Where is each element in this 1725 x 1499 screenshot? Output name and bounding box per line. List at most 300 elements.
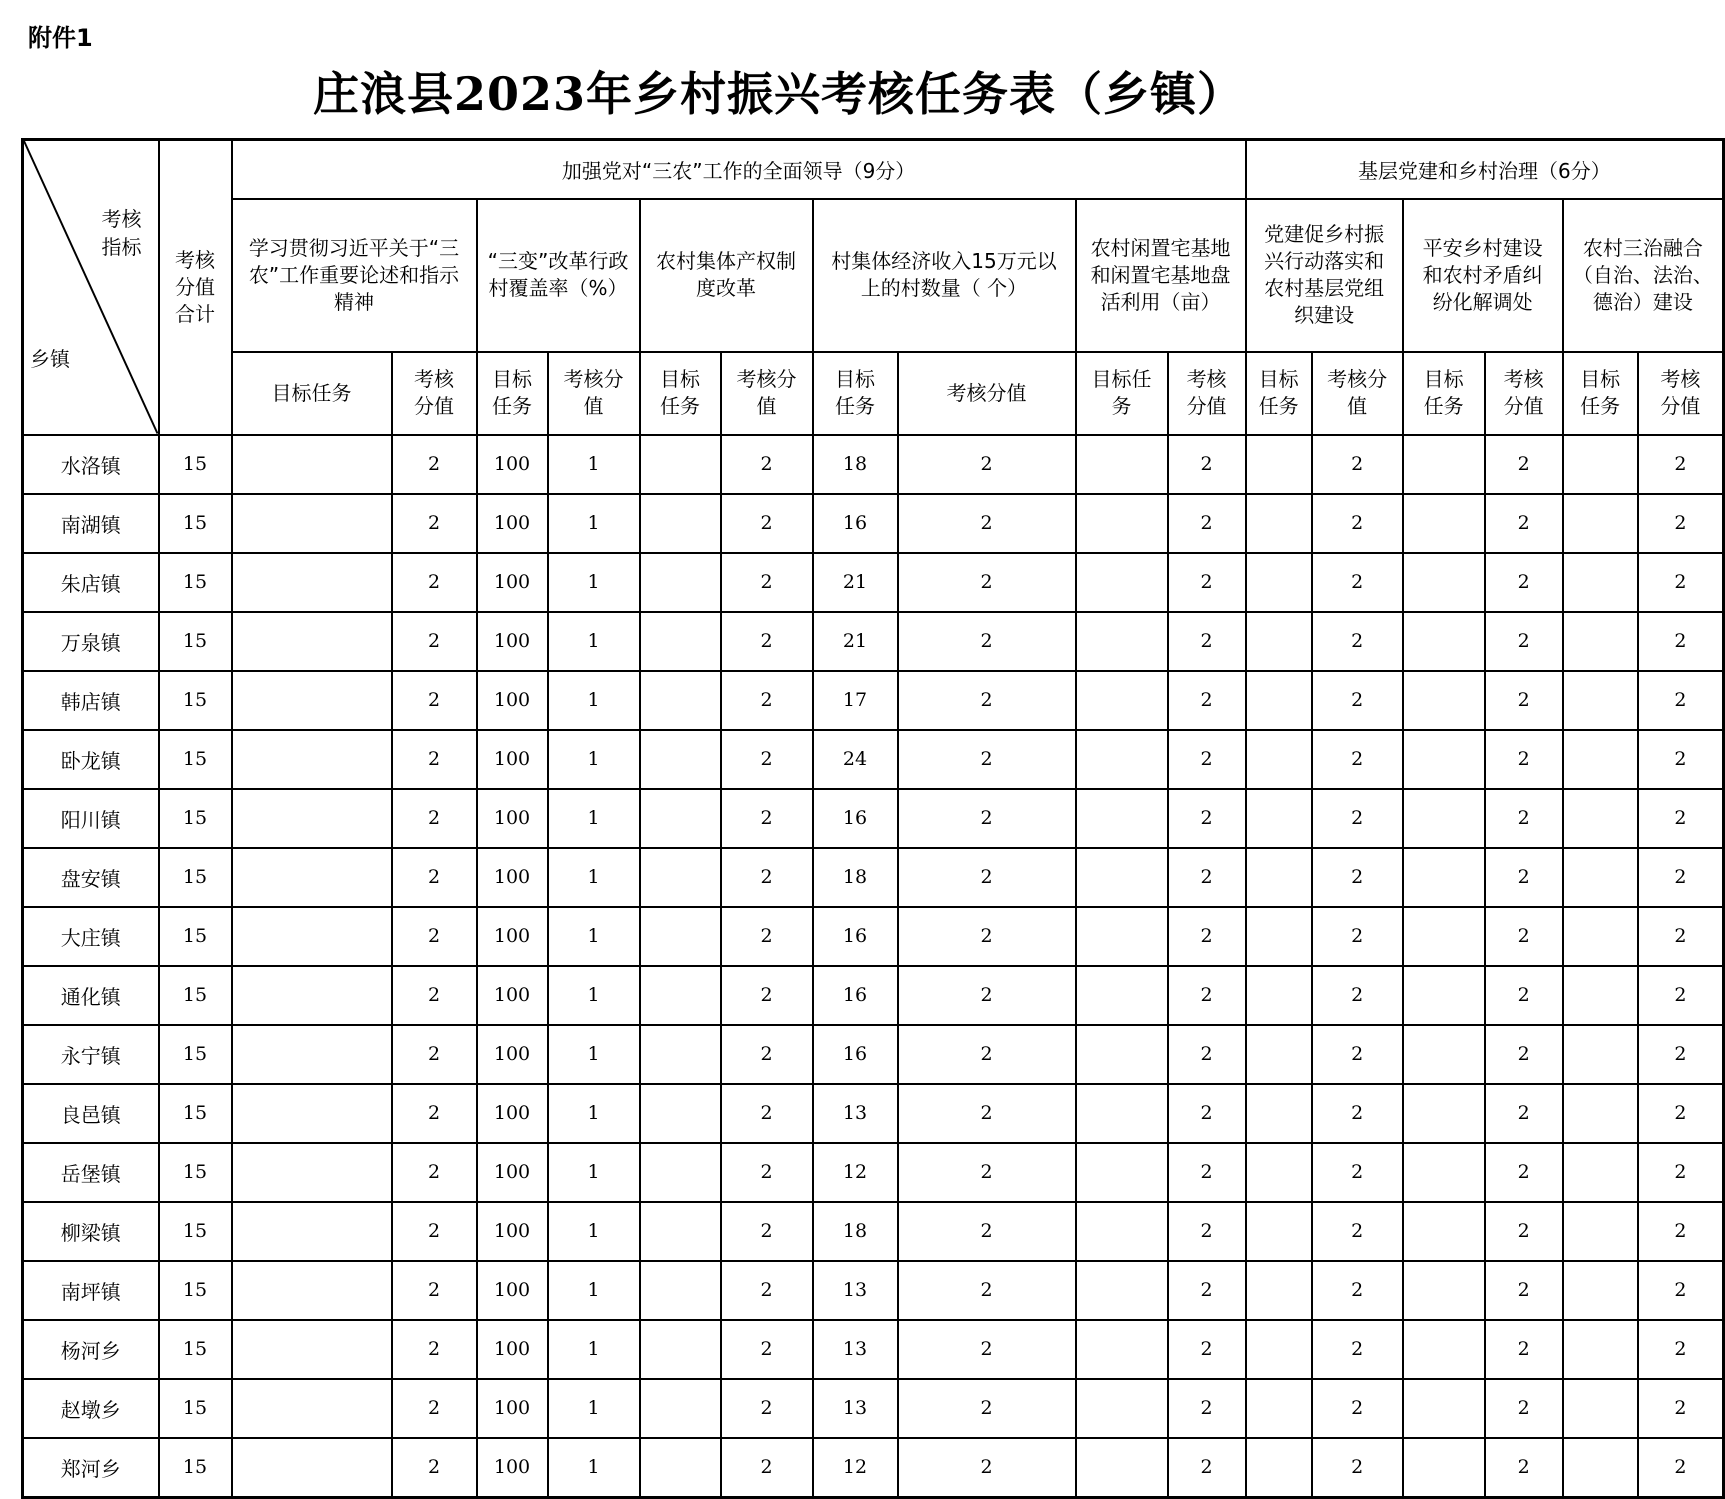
score-cell: 1 xyxy=(548,1438,640,1498)
target-task-cell xyxy=(1246,907,1312,966)
total-score-cell: 15 xyxy=(159,966,232,1025)
target-task-cell xyxy=(1076,1261,1168,1320)
target-task-cell xyxy=(232,671,392,730)
score-cell: 1 xyxy=(548,1025,640,1084)
table-row xyxy=(23,966,1724,1025)
target-task-cell xyxy=(1563,907,1638,966)
target-task-cell: 100 xyxy=(477,1261,548,1320)
target-task-cell xyxy=(1076,907,1168,966)
score-cell: 1 xyxy=(548,966,640,1025)
target-task-cell: 100 xyxy=(477,671,548,730)
indicator-header: 农村集体产权制度改革 xyxy=(640,199,813,352)
score-cell: 2 xyxy=(1168,1143,1246,1202)
score-cell: 2 xyxy=(1485,553,1563,612)
group-header-party-leadership: 加强党对“三农”工作的全面领导（9分） xyxy=(232,140,1246,199)
target-task-cell xyxy=(1563,1143,1638,1202)
target-task-cell: 18 xyxy=(813,435,898,494)
target-task-cell xyxy=(1076,494,1168,553)
score-cell: 2 xyxy=(721,1025,813,1084)
score-cell: 1 xyxy=(548,907,640,966)
score-cell: 2 xyxy=(1485,1143,1563,1202)
table-row xyxy=(23,494,1724,553)
score-cell: 2 xyxy=(1312,494,1403,553)
town-name-cell: 赵墩乡 xyxy=(23,1379,159,1438)
table-row xyxy=(23,1261,1724,1320)
score-cell: 1 xyxy=(548,789,640,848)
target-task-cell xyxy=(232,789,392,848)
target-task-cell xyxy=(1246,671,1312,730)
target-task-cell xyxy=(1563,1379,1638,1438)
target-task-cell xyxy=(232,1025,392,1084)
target-task-header: 目标任务 xyxy=(813,352,898,435)
target-task-cell xyxy=(1403,671,1485,730)
score-cell: 2 xyxy=(1312,1025,1403,1084)
target-task-header: 目标任务 xyxy=(640,352,721,435)
score-cell: 1 xyxy=(548,1320,640,1379)
score-cell: 2 xyxy=(1485,966,1563,1025)
indicator-header: 农村三治融合（自治、法治、德治）建设 xyxy=(1563,199,1724,352)
town-name-cell: 阳川镇 xyxy=(23,789,159,848)
table-row xyxy=(23,671,1724,730)
target-task-cell xyxy=(640,612,721,671)
target-task-cell: 100 xyxy=(477,553,548,612)
score-cell: 1 xyxy=(548,1143,640,1202)
score-cell: 2 xyxy=(898,1202,1076,1261)
score-cell: 2 xyxy=(1312,1143,1403,1202)
target-task-cell xyxy=(232,553,392,612)
target-task-cell xyxy=(1076,789,1168,848)
total-score-cell: 15 xyxy=(159,730,232,789)
target-task-cell xyxy=(232,1143,392,1202)
target-task-cell xyxy=(1076,1143,1168,1202)
target-task-cell xyxy=(640,848,721,907)
target-task-cell xyxy=(1403,1084,1485,1143)
target-task-cell xyxy=(640,1084,721,1143)
target-task-cell xyxy=(1076,1025,1168,1084)
table-row xyxy=(23,1320,1724,1379)
score-cell: 2 xyxy=(721,966,813,1025)
target-task-cell: 100 xyxy=(477,1143,548,1202)
total-score-cell: 15 xyxy=(159,848,232,907)
target-task-cell xyxy=(1403,553,1485,612)
target-task-cell: 18 xyxy=(813,1202,898,1261)
target-task-header: 目标任务 xyxy=(1246,352,1312,435)
target-task-cell: 100 xyxy=(477,848,548,907)
score-cell: 1 xyxy=(548,553,640,612)
target-task-cell xyxy=(1246,435,1312,494)
total-score-cell: 15 xyxy=(159,907,232,966)
target-task-cell xyxy=(1076,612,1168,671)
town-name-cell: 南坪镇 xyxy=(23,1261,159,1320)
indicator-header: 平安乡村建设和农村矛盾纠纷化解调处 xyxy=(1403,199,1563,352)
score-cell: 2 xyxy=(898,1143,1076,1202)
target-task-cell: 18 xyxy=(813,848,898,907)
target-task-cell xyxy=(1246,1143,1312,1202)
score-cell: 2 xyxy=(721,730,813,789)
page-title: 庄浪县2023年乡村振兴考核任务表（乡镇） xyxy=(312,67,1245,121)
total-score-cell: 15 xyxy=(159,789,232,848)
target-task-cell: 13 xyxy=(813,1379,898,1438)
target-task-cell: 12 xyxy=(813,1438,898,1498)
target-task-cell xyxy=(1076,553,1168,612)
score-cell: 2 xyxy=(1312,1379,1403,1438)
score-cell: 2 xyxy=(1312,1084,1403,1143)
target-task-cell xyxy=(1246,1261,1312,1320)
table-row xyxy=(23,1202,1724,1261)
assessment-table xyxy=(21,138,1725,1499)
score-cell: 2 xyxy=(1485,1320,1563,1379)
score-cell: 2 xyxy=(1168,1379,1246,1438)
total-score-header: 考核分值合计 xyxy=(159,140,232,435)
target-task-cell xyxy=(1076,730,1168,789)
target-task-cell xyxy=(1563,1320,1638,1379)
target-task-cell: 100 xyxy=(477,789,548,848)
table-row xyxy=(23,435,1724,494)
target-task-cell xyxy=(1246,1320,1312,1379)
target-task-cell: 100 xyxy=(477,612,548,671)
score-cell: 2 xyxy=(1485,612,1563,671)
target-task-cell xyxy=(1403,789,1485,848)
score-header: 考核分值 xyxy=(898,352,1076,435)
score-cell: 2 xyxy=(721,612,813,671)
table-row xyxy=(23,553,1724,612)
target-task-cell xyxy=(1403,966,1485,1025)
score-cell: 2 xyxy=(1168,730,1246,789)
target-task-cell xyxy=(1403,1438,1485,1498)
town-name-cell: 水洛镇 xyxy=(23,435,159,494)
score-cell: 2 xyxy=(1638,907,1724,966)
target-task-cell xyxy=(1563,612,1638,671)
score-cell: 2 xyxy=(1485,907,1563,966)
target-task-cell: 24 xyxy=(813,730,898,789)
score-cell: 2 xyxy=(1638,848,1724,907)
score-cell: 2 xyxy=(898,612,1076,671)
indicator-header: 村集体经济收入15万元以上的村数量（ 个） xyxy=(813,199,1076,352)
total-score-cell: 15 xyxy=(159,494,232,553)
target-task-cell: 16 xyxy=(813,494,898,553)
score-cell: 2 xyxy=(1312,789,1403,848)
score-cell: 2 xyxy=(1638,612,1724,671)
target-task-cell xyxy=(1246,966,1312,1025)
target-task-cell: 100 xyxy=(477,494,548,553)
score-cell: 2 xyxy=(1638,1320,1724,1379)
target-task-header: 目标任务 xyxy=(1563,352,1638,435)
town-name-cell: 大庄镇 xyxy=(23,907,159,966)
target-task-cell xyxy=(232,1320,392,1379)
target-task-cell xyxy=(640,671,721,730)
score-cell: 2 xyxy=(392,1320,477,1379)
target-task-cell: 13 xyxy=(813,1084,898,1143)
target-task-cell xyxy=(640,1202,721,1261)
score-cell: 2 xyxy=(1168,966,1246,1025)
score-cell: 1 xyxy=(548,612,640,671)
score-cell: 2 xyxy=(898,1438,1076,1498)
target-task-cell xyxy=(1403,612,1485,671)
target-task-cell: 16 xyxy=(813,966,898,1025)
target-task-cell xyxy=(1403,1202,1485,1261)
score-cell: 2 xyxy=(721,1143,813,1202)
target-task-cell: 100 xyxy=(477,1025,548,1084)
target-task-cell xyxy=(640,730,721,789)
score-cell: 2 xyxy=(1312,1438,1403,1498)
total-score-cell: 15 xyxy=(159,1143,232,1202)
score-cell: 1 xyxy=(548,1379,640,1438)
target-task-cell xyxy=(1076,1320,1168,1379)
target-task-cell: 100 xyxy=(477,1379,548,1438)
target-task-cell xyxy=(1403,907,1485,966)
score-cell: 2 xyxy=(1638,494,1724,553)
target-task-cell xyxy=(640,907,721,966)
score-cell: 2 xyxy=(721,1320,813,1379)
total-score-cell: 15 xyxy=(159,1379,232,1438)
town-name-cell: 岳堡镇 xyxy=(23,1143,159,1202)
score-cell: 2 xyxy=(721,1084,813,1143)
table-row xyxy=(23,907,1724,966)
target-task-cell xyxy=(640,494,721,553)
target-task-cell xyxy=(640,1438,721,1498)
score-cell: 2 xyxy=(898,1320,1076,1379)
score-cell: 2 xyxy=(1485,1261,1563,1320)
table-row xyxy=(23,1438,1724,1498)
score-header: 考核分值 xyxy=(548,352,640,435)
score-cell: 2 xyxy=(1638,1261,1724,1320)
town-name-cell: 杨河乡 xyxy=(23,1320,159,1379)
target-task-cell xyxy=(232,848,392,907)
score-cell: 2 xyxy=(1638,435,1724,494)
target-task-cell xyxy=(232,907,392,966)
score-cell: 1 xyxy=(548,1261,640,1320)
table-row xyxy=(23,730,1724,789)
score-cell: 2 xyxy=(721,671,813,730)
score-cell: 2 xyxy=(1168,848,1246,907)
target-task-cell xyxy=(232,966,392,1025)
town-name-cell: 柳梁镇 xyxy=(23,1202,159,1261)
score-header: 考核分值 xyxy=(1485,352,1563,435)
target-task-cell xyxy=(1563,494,1638,553)
target-task-cell xyxy=(1403,435,1485,494)
target-task-cell xyxy=(1403,1379,1485,1438)
score-cell: 2 xyxy=(1168,789,1246,848)
score-cell: 2 xyxy=(1638,789,1724,848)
target-task-cell xyxy=(1246,1438,1312,1498)
town-name-cell: 韩店镇 xyxy=(23,671,159,730)
score-cell: 2 xyxy=(1485,730,1563,789)
score-cell: 2 xyxy=(898,966,1076,1025)
target-task-cell: 21 xyxy=(813,612,898,671)
total-score-cell: 15 xyxy=(159,1261,232,1320)
target-task-cell xyxy=(1076,1379,1168,1438)
town-name-cell: 卧龙镇 xyxy=(23,730,159,789)
target-task-cell xyxy=(232,1261,392,1320)
total-score-cell: 15 xyxy=(159,671,232,730)
diagonal-bottom-label: 乡镇 xyxy=(30,346,70,371)
target-task-cell xyxy=(640,1320,721,1379)
score-cell: 2 xyxy=(1638,1202,1724,1261)
score-header: 考核分值 xyxy=(392,352,477,435)
target-task-cell: 100 xyxy=(477,1202,548,1261)
target-task-cell xyxy=(1563,1438,1638,1498)
indicator-header: 农村闲置宅基地和闲置宅基地盘活利用（亩） xyxy=(1076,199,1246,352)
target-task-cell xyxy=(1563,435,1638,494)
score-cell: 2 xyxy=(1485,848,1563,907)
indicator-header: 学习贯彻习近平关于“三农”工作重要论述和指示精神 xyxy=(232,199,477,352)
score-cell: 2 xyxy=(392,789,477,848)
score-cell: 2 xyxy=(1168,671,1246,730)
target-task-cell xyxy=(232,1202,392,1261)
score-cell: 2 xyxy=(1168,1320,1246,1379)
score-cell: 2 xyxy=(721,435,813,494)
target-task-cell xyxy=(232,1084,392,1143)
target-task-cell xyxy=(232,494,392,553)
score-cell: 2 xyxy=(1168,1261,1246,1320)
target-task-cell xyxy=(1076,1438,1168,1498)
target-task-cell xyxy=(232,612,392,671)
target-task-cell xyxy=(1563,848,1638,907)
score-cell: 2 xyxy=(898,1025,1076,1084)
target-task-cell: 100 xyxy=(477,966,548,1025)
target-task-cell xyxy=(1563,671,1638,730)
score-cell: 2 xyxy=(1312,671,1403,730)
score-cell: 2 xyxy=(1485,435,1563,494)
score-cell: 2 xyxy=(898,671,1076,730)
score-cell: 2 xyxy=(898,907,1076,966)
score-cell: 2 xyxy=(898,553,1076,612)
target-task-cell xyxy=(1076,1084,1168,1143)
score-cell: 1 xyxy=(548,1084,640,1143)
score-cell: 2 xyxy=(1312,435,1403,494)
score-cell: 2 xyxy=(392,494,477,553)
score-cell: 1 xyxy=(548,494,640,553)
score-cell: 2 xyxy=(1485,671,1563,730)
town-name-cell: 南湖镇 xyxy=(23,494,159,553)
diagonal-top-label: 考核指标 xyxy=(101,207,142,259)
score-cell: 2 xyxy=(1638,1379,1724,1438)
target-task-cell xyxy=(232,1379,392,1438)
target-task-header: 目标任务 xyxy=(232,352,392,435)
table-row xyxy=(23,1379,1724,1438)
score-cell: 2 xyxy=(392,848,477,907)
target-task-cell xyxy=(1563,789,1638,848)
target-task-cell: 12 xyxy=(813,1143,898,1202)
target-task-cell: 16 xyxy=(813,907,898,966)
target-task-cell xyxy=(1563,553,1638,612)
score-cell: 1 xyxy=(548,435,640,494)
score-cell: 2 xyxy=(1312,848,1403,907)
target-task-cell: 100 xyxy=(477,907,548,966)
target-task-cell xyxy=(640,435,721,494)
score-cell: 2 xyxy=(1168,1025,1246,1084)
score-cell: 2 xyxy=(1485,1025,1563,1084)
score-cell: 2 xyxy=(1312,1202,1403,1261)
score-cell: 2 xyxy=(392,1261,477,1320)
score-cell: 1 xyxy=(548,671,640,730)
score-cell: 2 xyxy=(392,1438,477,1498)
target-task-cell xyxy=(640,789,721,848)
target-task-cell xyxy=(232,435,392,494)
score-cell: 2 xyxy=(1485,494,1563,553)
score-cell: 2 xyxy=(898,848,1076,907)
score-cell: 2 xyxy=(721,494,813,553)
score-cell: 2 xyxy=(721,1438,813,1498)
diagonal-line xyxy=(24,141,158,434)
total-score-cell: 15 xyxy=(159,1320,232,1379)
target-task-cell xyxy=(1403,1261,1485,1320)
target-task-cell xyxy=(1403,1025,1485,1084)
score-cell: 2 xyxy=(1638,1438,1724,1498)
target-task-cell xyxy=(1403,730,1485,789)
score-cell: 2 xyxy=(1168,612,1246,671)
town-name-cell: 永宁镇 xyxy=(23,1025,159,1084)
target-task-cell xyxy=(1563,1202,1638,1261)
score-cell: 2 xyxy=(392,1025,477,1084)
target-task-cell: 100 xyxy=(477,730,548,789)
target-task-cell: 100 xyxy=(477,1438,548,1498)
score-cell: 2 xyxy=(392,730,477,789)
target-task-cell xyxy=(640,1143,721,1202)
score-cell: 2 xyxy=(721,789,813,848)
indicator-header: 党建促乡村振兴行动落实和农村基层党组织建设 xyxy=(1246,199,1403,352)
table-row xyxy=(23,789,1724,848)
target-task-cell xyxy=(1563,966,1638,1025)
score-cell: 2 xyxy=(1312,1320,1403,1379)
score-cell: 2 xyxy=(1638,1143,1724,1202)
score-cell: 2 xyxy=(898,1379,1076,1438)
target-task-cell xyxy=(1246,789,1312,848)
target-task-cell: 21 xyxy=(813,553,898,612)
diagonal-header-cell xyxy=(23,140,159,435)
total-score-cell: 15 xyxy=(159,1025,232,1084)
town-name-cell: 郑河乡 xyxy=(23,1438,159,1498)
target-task-cell xyxy=(1403,848,1485,907)
target-task-cell xyxy=(1246,1379,1312,1438)
score-cell: 2 xyxy=(1312,966,1403,1025)
target-task-cell: 16 xyxy=(813,1025,898,1084)
total-score-cell: 15 xyxy=(159,1202,232,1261)
score-header: 考核分值 xyxy=(1638,352,1724,435)
score-cell: 2 xyxy=(1485,1084,1563,1143)
score-cell: 2 xyxy=(1638,1084,1724,1143)
score-cell: 2 xyxy=(1312,730,1403,789)
score-cell: 2 xyxy=(392,1379,477,1438)
target-task-cell: 17 xyxy=(813,671,898,730)
score-cell: 2 xyxy=(721,553,813,612)
score-cell: 1 xyxy=(548,848,640,907)
score-cell: 2 xyxy=(721,1261,813,1320)
score-cell: 2 xyxy=(392,1202,477,1261)
score-cell: 2 xyxy=(1168,1202,1246,1261)
score-cell: 2 xyxy=(1168,1438,1246,1498)
table-row xyxy=(23,848,1724,907)
target-task-cell: 13 xyxy=(813,1320,898,1379)
target-task-cell xyxy=(1246,1084,1312,1143)
target-task-cell xyxy=(1076,1202,1168,1261)
target-task-cell xyxy=(1246,730,1312,789)
target-task-cell xyxy=(640,1261,721,1320)
target-task-cell: 16 xyxy=(813,789,898,848)
score-cell: 1 xyxy=(548,730,640,789)
target-task-cell: 13 xyxy=(813,1261,898,1320)
score-header: 考核分值 xyxy=(721,352,813,435)
town-name-cell: 盘安镇 xyxy=(23,848,159,907)
total-score-cell: 15 xyxy=(159,1084,232,1143)
table-row xyxy=(23,1025,1724,1084)
score-cell: 2 xyxy=(898,730,1076,789)
target-task-cell xyxy=(1563,1261,1638,1320)
score-cell: 2 xyxy=(392,1084,477,1143)
score-cell: 2 xyxy=(1168,1084,1246,1143)
score-cell: 2 xyxy=(898,1261,1076,1320)
score-cell: 2 xyxy=(392,612,477,671)
